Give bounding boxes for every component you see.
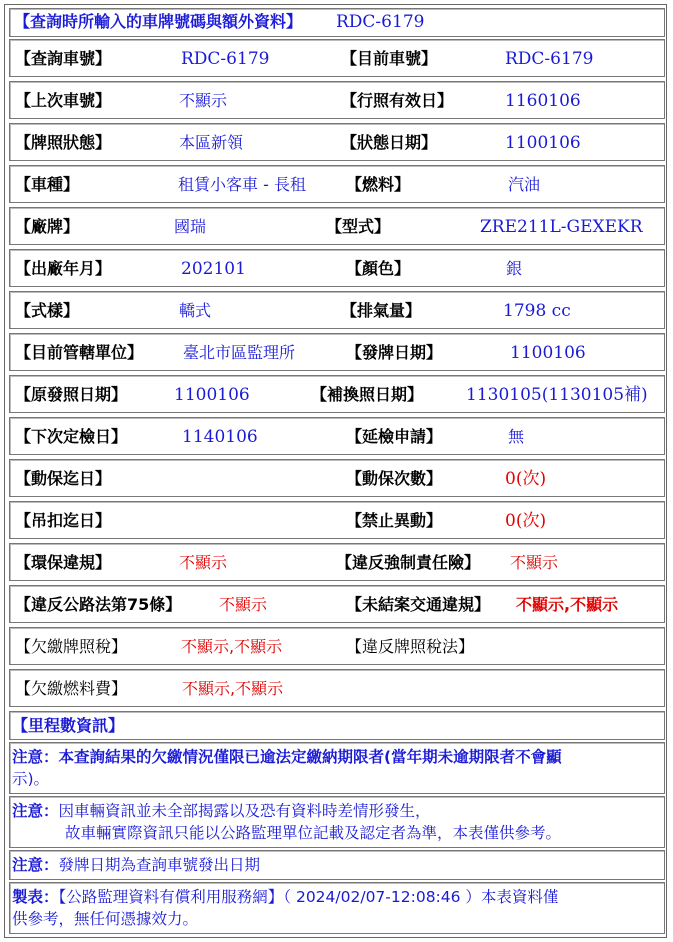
value-plate-status: 本區新領 <box>179 133 244 152</box>
value-manufacture-date: 202101 <box>181 259 246 279</box>
label-vehicle-type: 【車種】 <box>15 175 80 194</box>
value-transfer-ban: 0(次) <box>505 511 547 531</box>
mileage-label: 【里程數資訊】 <box>12 716 125 735</box>
footer-row <box>9 882 665 934</box>
value-issue-date: 1100106 <box>510 343 586 363</box>
field-row <box>9 249 665 287</box>
label-unpaid-fuel-fee: 【欠繳燃料費】 <box>15 679 128 698</box>
value-displacement: 1798 cc <box>503 301 571 321</box>
field-row <box>9 627 665 665</box>
value-vehicle-type: 租賃小客車 - 長租 <box>178 175 306 194</box>
label-environmental-violation: 【環保違規】 <box>15 553 112 572</box>
label-query-plate: 【查詢車號】 <box>15 49 112 68</box>
footer-timestamp: （ 2024/02/07-12:08:46 ）本表資料僅 <box>283 888 559 906</box>
field-row <box>9 39 665 77</box>
header-title: 【查詢時所輸入的車牌號碼與額外資料】 <box>14 12 303 31</box>
note-2-prefix: 注意： <box>12 802 59 820</box>
label-next-inspection: 【下次定檢日】 <box>15 427 128 446</box>
field-row <box>9 501 665 539</box>
note-2-line-1: 因車輛資訊並未全部揭露以及恐有資料時差情形發生， <box>58 802 431 820</box>
note-row <box>9 742 665 794</box>
value-environmental-violation: 不顯示 <box>179 553 228 572</box>
note-1 <box>12 746 562 790</box>
label-insurance-violation: 【違反強制責任險】 <box>336 553 481 572</box>
label-plate-status: 【牌照狀態】 <box>15 133 112 152</box>
value-replacement-date: 1130105(1130105補) <box>466 385 648 405</box>
label-chattel-mortgage-count: 【動保次數】 <box>346 469 443 488</box>
value-next-inspection: 1140106 <box>182 427 258 447</box>
label-current-plate: 【目前車號】 <box>341 49 438 68</box>
label-jurisdiction: 【目前管轄單位】 <box>15 343 144 362</box>
label-previous-plate: 【上次車號】 <box>15 91 112 110</box>
note-1-prefix: 注意： <box>12 748 59 766</box>
field-row <box>9 207 665 245</box>
label-original-license-date: 【原發照日期】 <box>15 385 128 404</box>
field-row <box>9 417 665 455</box>
field-row <box>9 333 665 371</box>
label-transfer-ban: 【禁止異動】 <box>346 511 443 530</box>
value-query-plate: RDC-6179 <box>181 49 270 69</box>
value-license-valid-date: 1160106 <box>505 91 581 111</box>
note-2-line-2: 故車輛實際資訊只能以公路監理單位記載及認定者為準，本表僅供參考。 <box>65 824 562 842</box>
label-suspension-end: 【吊扣迄日】 <box>15 511 112 530</box>
mileage-row <box>9 711 665 740</box>
label-license-tax-violation: 【違反牌照稅法】 <box>346 637 475 656</box>
value-chattel-mortgage-count: 0(次) <box>505 469 547 489</box>
note-row <box>9 850 665 880</box>
field-row <box>9 123 665 161</box>
label-license-valid-date: 【行照有效日】 <box>341 91 454 110</box>
label-replacement-date: 【補換照日期】 <box>311 385 424 404</box>
label-displacement: 【排氣量】 <box>341 301 422 320</box>
footer-prefix: 製表： <box>12 888 59 906</box>
value-open-traffic-violations: 不顯示,不顯示 <box>516 595 619 614</box>
header-row <box>9 8 665 37</box>
footer-text <box>12 886 558 930</box>
value-insurance-violation: 不顯示 <box>510 553 559 572</box>
value-highway-act-violation: 不顯示 <box>219 595 268 614</box>
value-status-date: 1100106 <box>505 133 581 153</box>
field-row <box>9 375 665 413</box>
value-model: ZRE211L-GEXEKR <box>480 217 643 237</box>
field-row <box>9 165 665 203</box>
value-fuel: 汽油 <box>508 175 541 194</box>
value-original-license-date: 1100106 <box>174 385 250 405</box>
label-status-date: 【狀態日期】 <box>341 133 438 152</box>
label-open-traffic-violations: 【未結案交通違規】 <box>346 595 491 614</box>
label-body-style: 【式樣】 <box>15 301 80 320</box>
value-inspection-extension: 無 <box>508 427 525 446</box>
label-issue-date: 【發牌日期】 <box>346 343 443 362</box>
field-row <box>9 459 665 497</box>
value-color: 銀 <box>506 259 523 278</box>
label-color: 【顏色】 <box>346 259 411 278</box>
label-chattel-mortgage-end: 【動保迄日】 <box>15 469 112 488</box>
label-model: 【型式】 <box>326 217 391 236</box>
field-row <box>9 543 665 581</box>
value-previous-plate: 不顯示 <box>179 91 228 110</box>
header-plate: RDC-6179 <box>336 12 425 32</box>
label-unpaid-license-tax: 【欠繳牌照稅】 <box>15 637 128 656</box>
label-brand: 【廠牌】 <box>15 217 80 236</box>
value-jurisdiction: 臺北市區監理所 <box>183 343 296 362</box>
footer-line-2: 供參考，無任何憑據效力。 <box>12 910 199 928</box>
field-row <box>9 585 665 623</box>
field-row <box>9 81 665 119</box>
note-2 <box>12 800 561 844</box>
field-row <box>9 291 665 329</box>
value-unpaid-fuel-fee: 不顯示,不顯示 <box>182 679 284 698</box>
value-brand: 國瑞 <box>174 217 207 236</box>
label-fuel: 【燃料】 <box>346 175 411 194</box>
value-body-style: 轎式 <box>179 301 212 320</box>
note-row <box>9 796 665 848</box>
label-manufacture-date: 【出廠年月】 <box>15 259 112 278</box>
note-3 <box>12 854 260 876</box>
footer-source: 【公路監理資料有償利用服務網】 <box>58 888 284 906</box>
label-inspection-extension: 【延檢申請】 <box>346 427 443 446</box>
note-1-line-1: 本查詢結果的欠繳情況僅限已逾法定繳納期限者(當年期未逾期限者不會顯 <box>58 748 562 766</box>
label-highway-act-violation: 【違反公路法第75條】 <box>15 595 182 614</box>
value-current-plate: RDC-6179 <box>505 49 594 69</box>
field-row <box>9 669 665 707</box>
note-3-text: 發牌日期為查詢車號發出日期 <box>58 856 261 874</box>
value-unpaid-license-tax: 不顯示,不顯示 <box>181 637 283 656</box>
note-3-prefix: 注意： <box>12 856 59 874</box>
note-1-line-2: 示)。 <box>12 770 50 788</box>
